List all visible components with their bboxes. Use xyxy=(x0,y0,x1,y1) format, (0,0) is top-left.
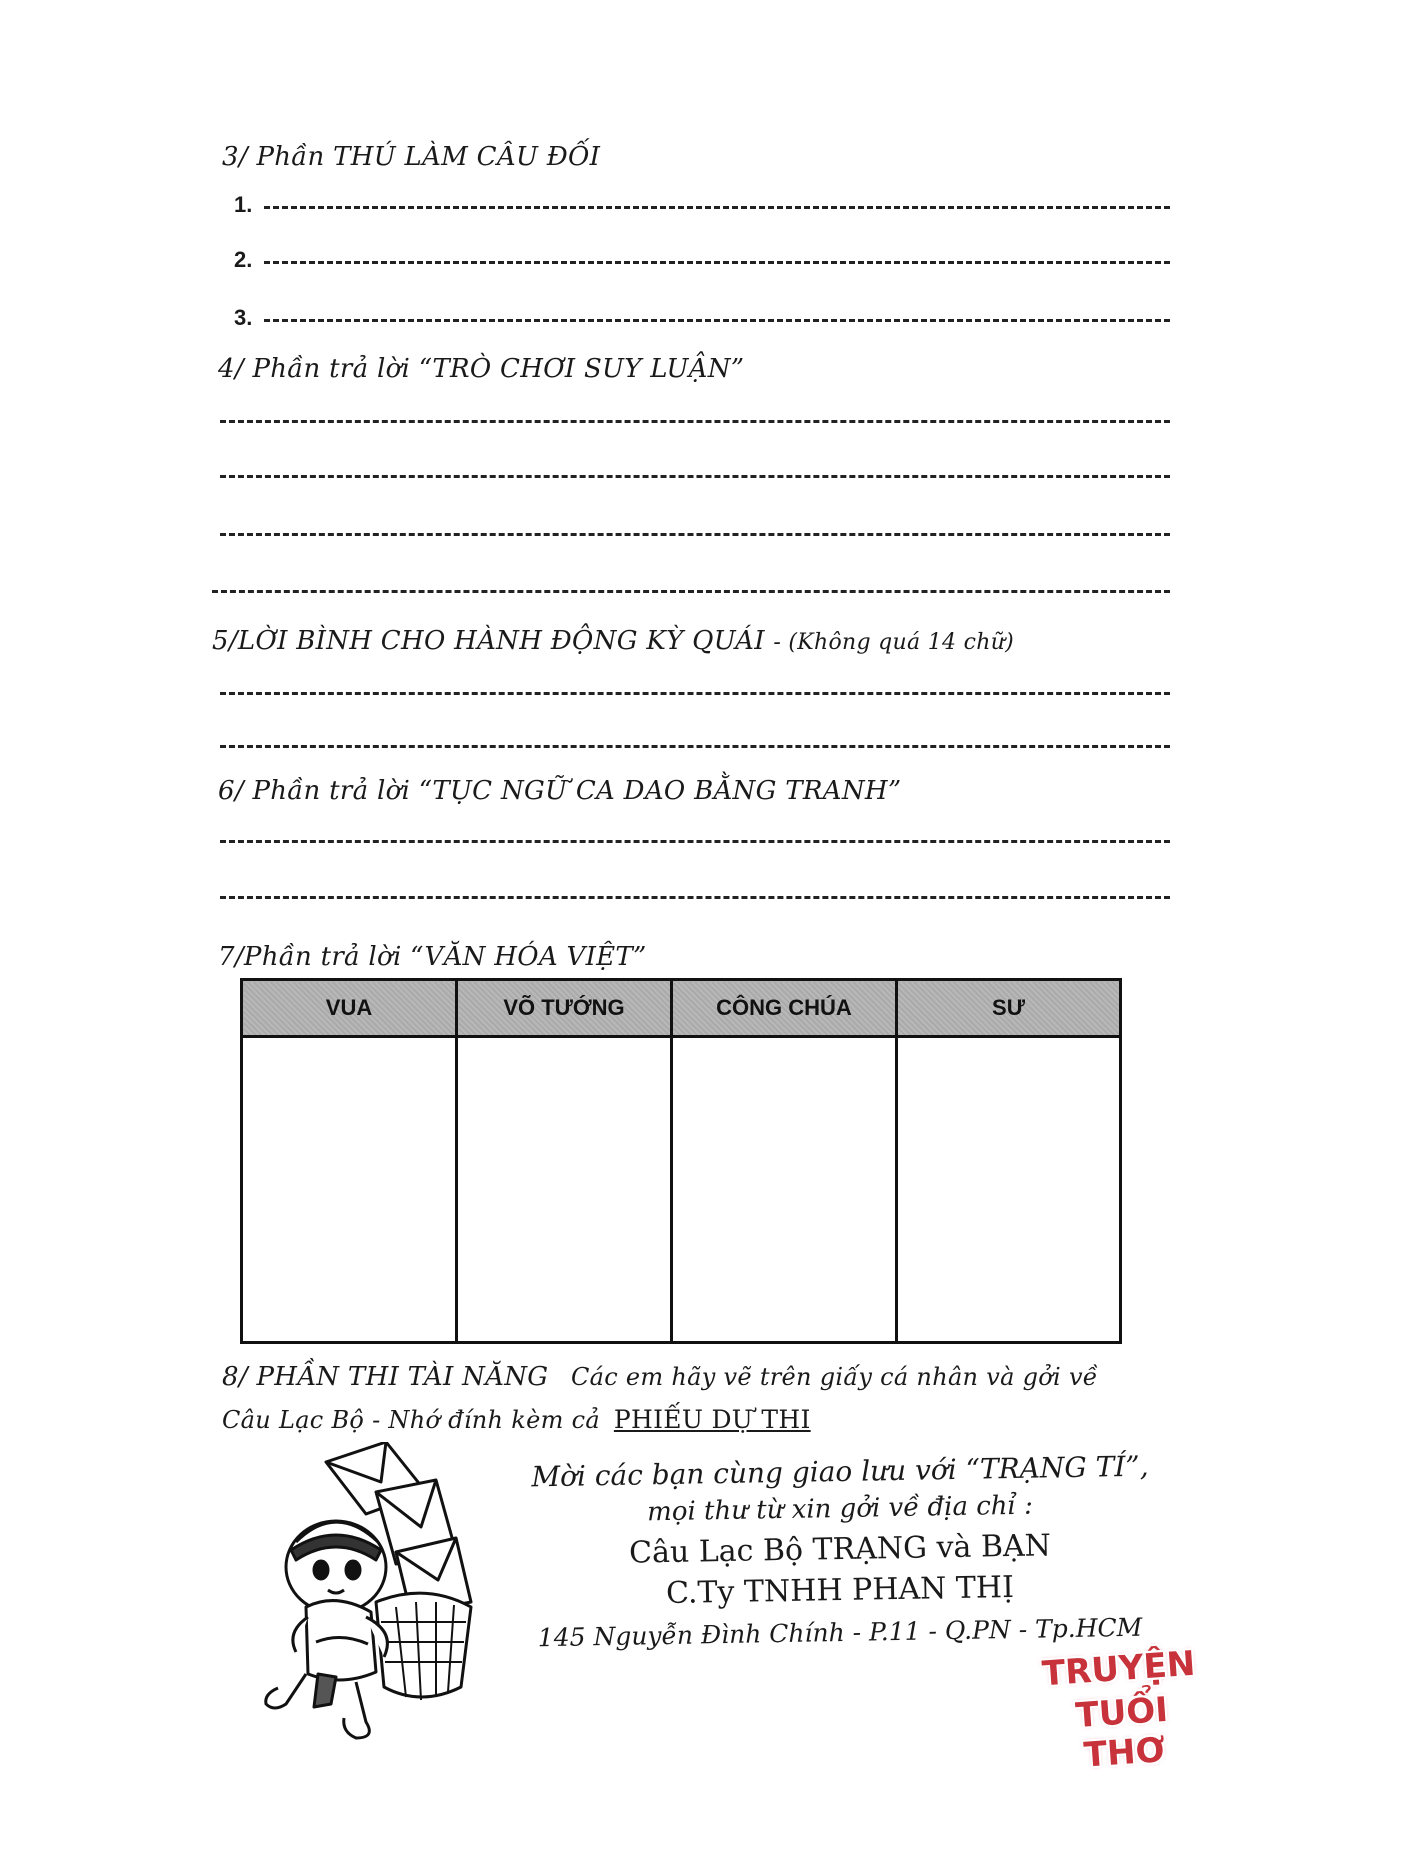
answer-line[interactable] xyxy=(264,261,1170,264)
answer-cell-vua[interactable] xyxy=(242,1037,457,1343)
answer-cell-cong-chua[interactable] xyxy=(672,1037,897,1343)
answer-line[interactable] xyxy=(220,475,1170,478)
section-4-title: 4/ Phần trả lời “TRÒ CHƠI SUY LUẬN” xyxy=(218,354,745,384)
item-number-2: 2. xyxy=(234,247,253,272)
logo-line-2: TUỔI THƠ xyxy=(1074,1689,1170,1776)
logo-line-1: TRUYỆN xyxy=(1040,1643,1197,1695)
street-address: 145 Nguyễn Đình Chính - P.11 - Q.PN - Tp.HCM xyxy=(537,1612,1143,1653)
company-name: C.Ty TNHH PHAN THỊ xyxy=(665,1569,1015,1612)
truyen-tuoi-tho-logo xyxy=(1030,1639,1212,1776)
section-8-title: 8/ PHẦN THI TÀI NĂNG xyxy=(222,1362,549,1392)
answer-line[interactable] xyxy=(212,590,1170,593)
mascot-boy-with-letters-illustration xyxy=(256,1442,516,1742)
column-header-vo-tuong: VÕ TƯỚNG xyxy=(457,980,672,1037)
column-header-su: SƯ xyxy=(897,980,1121,1037)
invitation-line: Mời các bạn cùng giao lưu với “TRẠNG TÍ”, xyxy=(531,1449,1149,1494)
answer-line[interactable] xyxy=(264,206,1170,209)
answer-line[interactable] xyxy=(220,896,1170,899)
answer-table xyxy=(240,978,1122,1344)
answer-line[interactable] xyxy=(220,840,1170,843)
section-8-instruction: Các em hãy vẽ trên giấy cá nhân và gởi về xyxy=(570,1363,1098,1391)
item-number-1: 1. xyxy=(234,192,253,217)
footer-address-block xyxy=(520,1449,1160,1653)
section-8-line-2 xyxy=(222,1405,811,1434)
answer-cell-su[interactable] xyxy=(897,1037,1121,1343)
section-6-title: 6/ Phần trả lời “TỤC NGỮ CA DAO BẰNG TRANH” xyxy=(218,776,902,806)
answer-line[interactable] xyxy=(220,692,1170,695)
answer-line[interactable] xyxy=(220,533,1170,536)
section-3-title: 3/ Phần THÚ LÀM CÂU ĐỐI xyxy=(222,142,601,172)
answer-line[interactable] xyxy=(220,745,1170,748)
club-name: Câu Lạc Bộ TRẠNG và BẠN xyxy=(628,1528,1052,1571)
answer-line[interactable] xyxy=(220,420,1170,423)
section-8-club-text: Câu Lạc Bộ - Nhớ đính kèm cả xyxy=(222,1406,600,1434)
section-5-title xyxy=(212,626,1014,656)
answer-cell-vo-tuong[interactable] xyxy=(457,1037,672,1343)
column-header-vua: VUA xyxy=(242,980,457,1037)
section-5-heading: 5/LỜI BÌNH CHO HÀNH ĐỘNG KỲ QUÁI xyxy=(212,626,765,656)
section-8-line-1 xyxy=(222,1362,1098,1392)
answer-line[interactable] xyxy=(264,319,1170,322)
section-5-note: - (Không quá 14 chữ) xyxy=(773,630,1015,655)
column-header-cong-chua: CÔNG CHÚA xyxy=(672,980,897,1037)
item-number-3: 3. xyxy=(234,305,253,330)
entry-form-link: PHIẾU DỰ THI xyxy=(613,1405,811,1434)
section-7-title: 7/Phần trả lời “VĂN HÓA VIỆT” xyxy=(218,942,647,972)
address-intro-line: mọi thư từ xin gởi về địa chỉ : xyxy=(646,1490,1034,1528)
